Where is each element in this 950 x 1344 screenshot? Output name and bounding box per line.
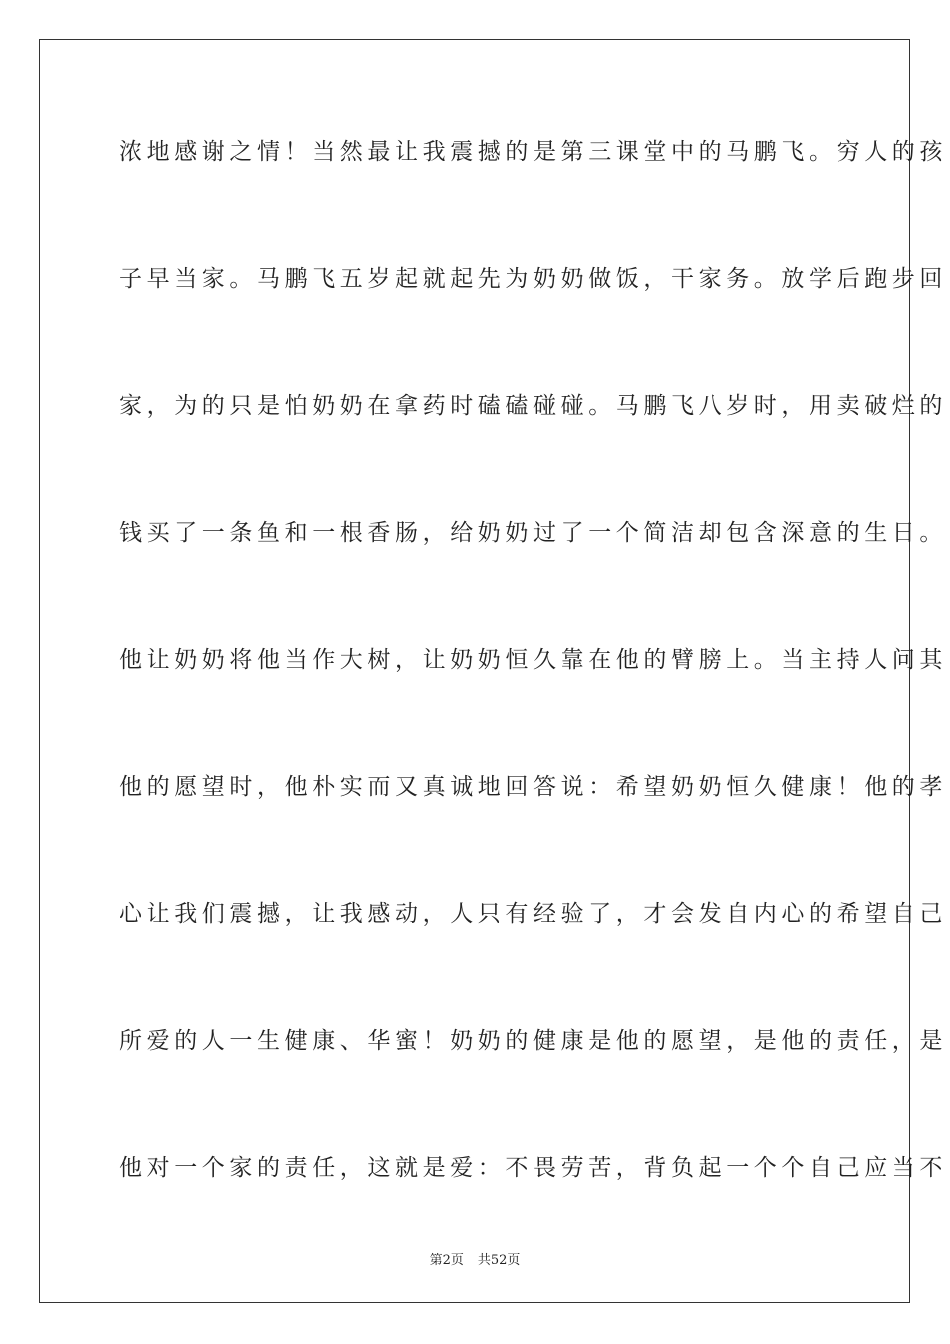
page-footer (0, 1249, 950, 1268)
text-line: 浓地感谢之情！当然最让我震撼的是第三课堂中的马鹏飞。穷人的孩 (119, 139, 947, 165)
text-line: 钱买了一条鱼和一根香肠，给奶奶过了一个简洁却包含深意的生日。 (119, 520, 947, 546)
text-line: 他的愿望时，他朴实而又真诚地回答说：希望奶奶恒久健康！他的孝 (119, 774, 947, 800)
page-total: 共52页 (477, 1253, 521, 1268)
text-line: 心让我们震撼，让我感动，人只有经验了，才会发自内心的希望自己 (119, 901, 947, 927)
text-line: 家，为的只是怕奶奶在拿药时磕磕碰碰。马鹏飞八岁时，用卖破烂的 (119, 393, 947, 419)
body-text (119, 128, 947, 1271)
text-line: 他对一个家的责任，这就是爱：不畏劳苦，背负起一个个自己应当不 (119, 1155, 947, 1181)
text-line: 子早当家。马鹏飞五岁起就起先为奶奶做饭，干家务。放学后跑步回 (119, 266, 947, 292)
page-number: 第2页 (429, 1253, 464, 1268)
text-line: 所爱的人一生健康、华蜜！奶奶的健康是他的愿望，是他的责任，是 (119, 1028, 947, 1054)
text-line: 他让奶奶将他当作大树，让奶奶恒久靠在他的臂膀上。当主持人问其 (119, 647, 947, 673)
